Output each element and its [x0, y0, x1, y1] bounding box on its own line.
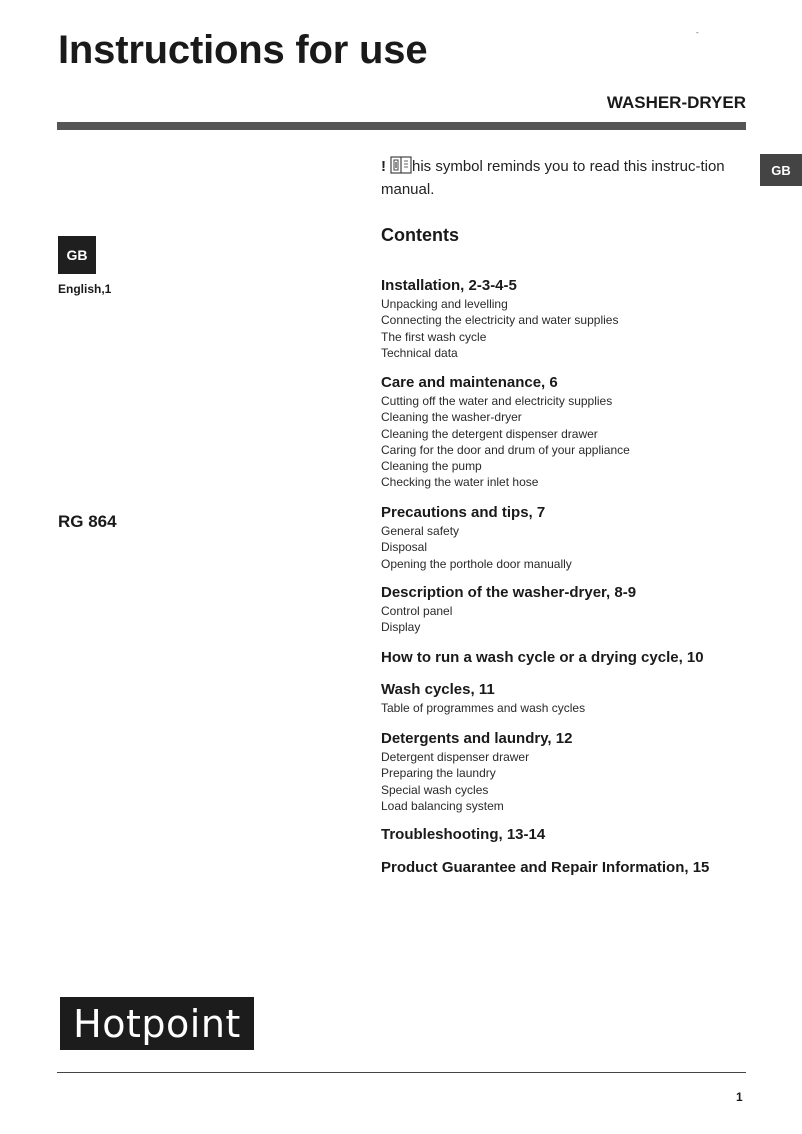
- brand-logo: Hotpoint: [60, 997, 254, 1050]
- toc-subitem: Disposal: [381, 540, 428, 555]
- toc-section: [381, 276, 618, 361]
- toc-subitem: Checking the water inlet hose: [381, 475, 539, 490]
- toc-subitem: Special wash cycles: [381, 782, 489, 797]
- toc-section-heading: Troubleshooting, 13-14: [381, 826, 546, 843]
- toc-section: [381, 729, 572, 814]
- language-badge: GB: [58, 236, 96, 274]
- language-reference: English,1: [58, 282, 112, 296]
- toc-subitem: Cleaning the detergent dispenser drawer: [381, 426, 598, 441]
- toc-section-heading: Description of the washer-dryer, 8-9: [381, 584, 637, 601]
- toc-subitem-list: [381, 523, 572, 572]
- footer-divider: [57, 1072, 746, 1073]
- notice-exclamation: !: [381, 158, 386, 175]
- toc-section: [381, 373, 630, 491]
- toc-subitem: Preparing the laundry: [381, 766, 496, 781]
- toc-subitem: Load balancing system: [381, 798, 504, 813]
- toc-section: [381, 858, 709, 878]
- toc-section: [381, 583, 636, 636]
- toc-subitem: The first wash cycle: [381, 329, 487, 344]
- document-title: Instructions for use: [58, 28, 428, 72]
- toc-subitem: Cleaning the pump: [381, 459, 482, 474]
- toc-subitem: Detergent dispenser drawer: [381, 750, 530, 764]
- model-number: RG 864: [58, 512, 117, 531]
- toc-subitem-list: [381, 603, 636, 636]
- toc-subitem: Display: [381, 620, 421, 635]
- toc-subitem: Table of programmes and wash cycles: [381, 701, 586, 715]
- toc-section-heading: Installation, 2-3-4-5: [381, 277, 517, 294]
- toc-subitem: Cleaning the washer-dryer: [381, 410, 522, 425]
- toc-subitem-list: [381, 296, 618, 361]
- toc-section: [381, 680, 585, 716]
- toc-subitem: Control panel: [381, 604, 453, 618]
- product-type: WASHER-DRYER: [606, 93, 746, 112]
- toc-subitem: Cutting off the water and electricity supplies: [381, 394, 613, 408]
- toc-subitem: Opening the porthole door manually: [381, 556, 572, 571]
- toc-subitem-list: [381, 700, 585, 716]
- toc-section-heading: Care and maintenance, 6: [381, 374, 558, 391]
- toc-section-heading: Precautions and tips, 7: [381, 504, 546, 521]
- toc-section-heading: Wash cycles, 11: [381, 681, 495, 698]
- toc-section-heading: Detergents and laundry, 12: [381, 730, 573, 747]
- header-divider: [57, 122, 746, 130]
- toc-subitem-list: [381, 749, 572, 814]
- toc-section: [381, 648, 704, 668]
- toc-subitem: General safety: [381, 524, 460, 538]
- toc-section-heading: Product Guarantee and Repair Information, 15: [381, 859, 710, 876]
- toc-section: [381, 825, 545, 845]
- manual-notice: [381, 155, 731, 201]
- toc-subitem: Unpacking and levelling: [381, 297, 508, 311]
- page-number: 1: [736, 1090, 743, 1104]
- toc-section-heading: How to run a wash cycle or a drying cycle, 10: [381, 649, 704, 666]
- contents-heading: Contents: [381, 225, 459, 245]
- toc-subitem-list: [381, 393, 630, 491]
- toc-section: [381, 503, 572, 572]
- toc-subitem: Caring for the door and drum of your appliance: [381, 442, 630, 457]
- corner-mark: -: [696, 28, 699, 37]
- toc-subitem: Connecting the electricity and water supplies: [381, 313, 619, 328]
- manual-book-icon: [390, 156, 412, 174]
- side-language-tab: GB: [760, 154, 802, 186]
- notice-text: his symbol reminds you to read this instruc-tion manual.: [381, 158, 725, 198]
- toc-subitem: Technical data: [381, 345, 458, 360]
